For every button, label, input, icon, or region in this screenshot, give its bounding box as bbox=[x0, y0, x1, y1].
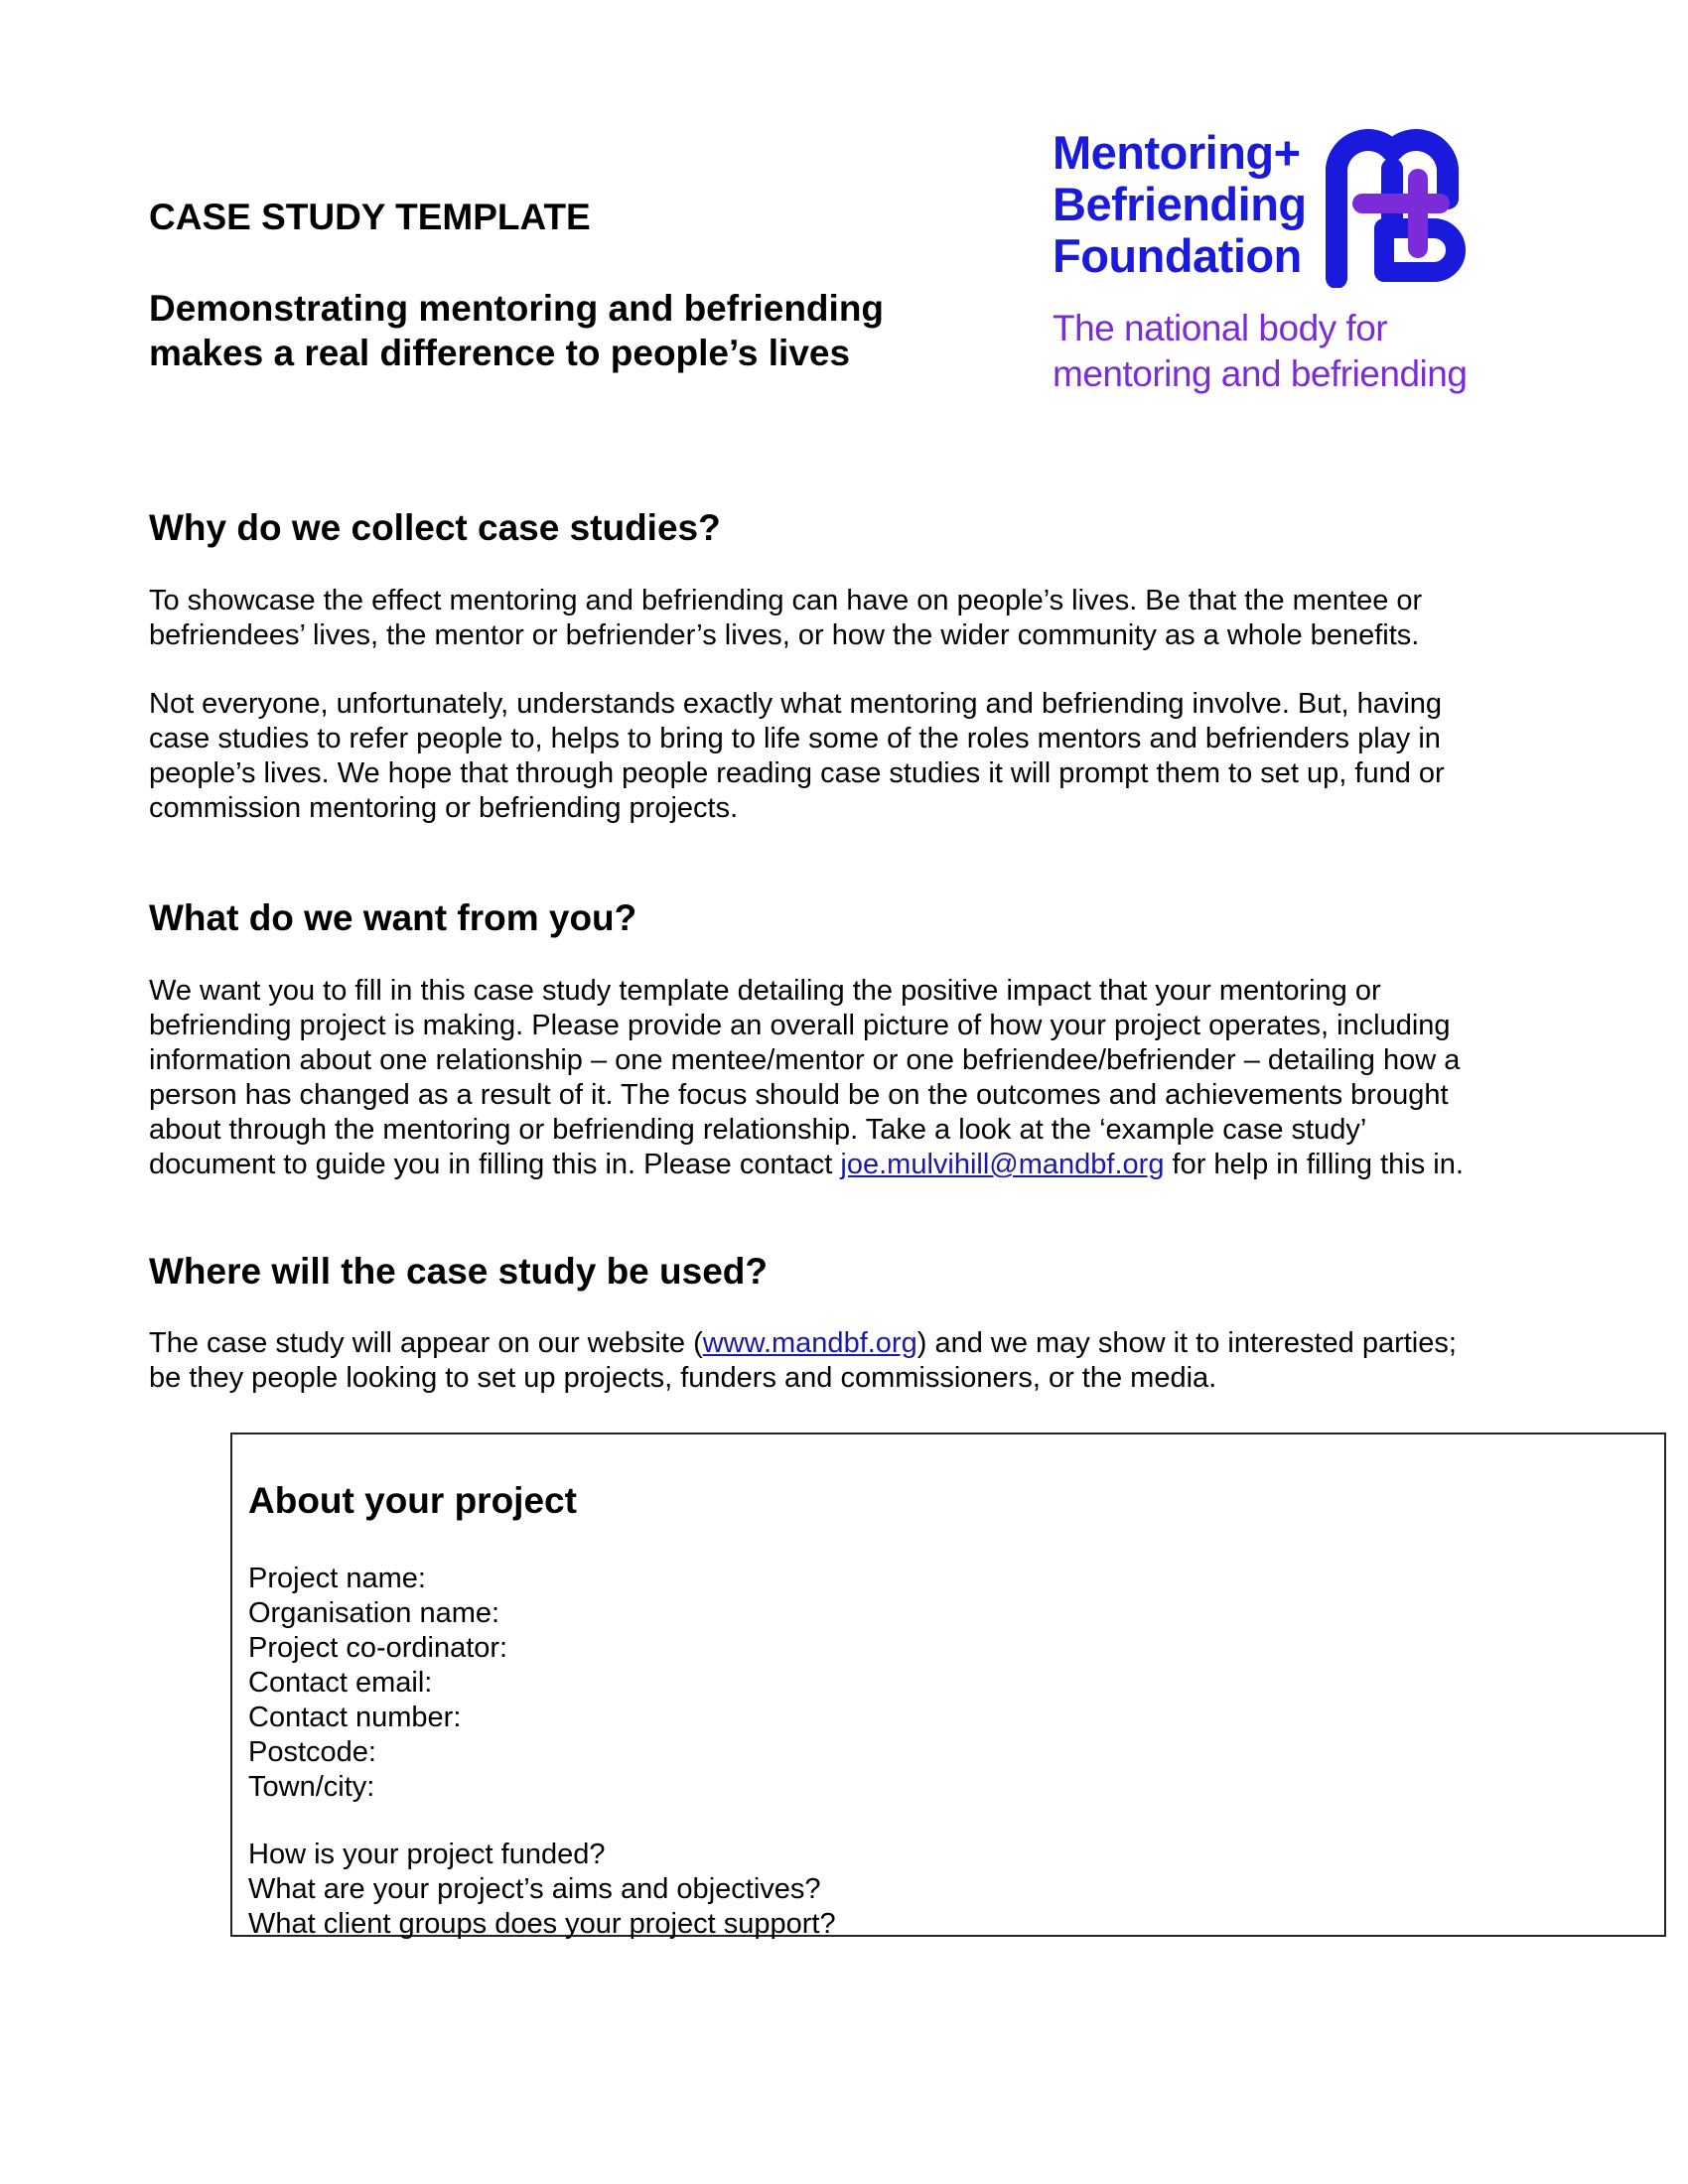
text-segment: document to guide you in filling this in. Please contact bbox=[149, 1149, 841, 1180]
text-line: be they people looking to set up projects, funders and commissioners, or the media. bbox=[149, 1362, 1217, 1394]
logo-tagline-line: mentoring and befriending bbox=[1053, 353, 1468, 394]
contact-email-link[interactable]: joe.mulvihill@mandbf.org bbox=[840, 1149, 1165, 1180]
text-segment: The case study will appear on our website ( bbox=[149, 1327, 703, 1359]
project-field-label: Contact email: bbox=[248, 1667, 433, 1699]
project-field-label: Project co-ordinator: bbox=[248, 1632, 508, 1664]
project-question: How is your project funded? bbox=[248, 1839, 606, 1870]
text-line bbox=[149, 1148, 1559, 1182]
section-heading-why: Why do we collect case studies? bbox=[149, 507, 721, 548]
text-line: befriendees’ lives, the mentor or befriender’s lives, or how the wider community as a whole benefits. bbox=[149, 619, 1420, 651]
text-line: Not everyone, unfortunately, understands exactly what mentoring and befriending involve. But, having bbox=[149, 688, 1443, 720]
text-line: commission mentoring or befriending projects. bbox=[149, 792, 739, 824]
page-title: CASE STUDY TEMPLATE bbox=[149, 197, 591, 237]
project-field-label: Organisation name: bbox=[248, 1597, 500, 1629]
page-subtitle bbox=[149, 286, 884, 375]
about-project-heading: About your project bbox=[248, 1480, 577, 1521]
text-line: about through the mentoring or befriending relationship. Take a look at the ‘example case study’ bbox=[149, 1114, 1367, 1146]
subtitle-line: Demonstrating mentoring and befriending bbox=[149, 288, 885, 329]
about-project-box bbox=[230, 1433, 1666, 1940]
project-field-label: Postcode: bbox=[248, 1736, 376, 1768]
paragraph-why-2 bbox=[149, 687, 1559, 826]
text-line bbox=[149, 1326, 1559, 1361]
logo-tagline-line: The national body for bbox=[1053, 308, 1388, 348]
text-segment: ) and we may show it to interested parties; bbox=[916, 1327, 1457, 1359]
project-field-label: Contact number: bbox=[248, 1702, 462, 1733]
mb-logo-icon bbox=[1323, 129, 1481, 288]
text-line: case studies to refer people to, helps to bring to life some of the roles mentors and befrienders play in bbox=[149, 723, 1441, 754]
project-question: What client groups does your project support? bbox=[248, 1908, 836, 1940]
logo-tagline bbox=[1053, 306, 1467, 397]
text-segment: for help in filling this in. bbox=[1164, 1149, 1464, 1180]
text-line: information about one relationship – one mentee/mentor or one befriendee/befriender – detailing how a bbox=[149, 1044, 1461, 1076]
paragraph-what bbox=[149, 974, 1559, 1182]
organisation-logo bbox=[1053, 127, 1509, 415]
logo-name-line: Foundation bbox=[1053, 229, 1302, 282]
paragraph-why-1 bbox=[149, 584, 1559, 653]
website-link[interactable]: www.mandbf.org bbox=[702, 1327, 917, 1359]
project-question-list bbox=[248, 1838, 836, 1942]
text-line: We want you to fill in this case study template detailing the positive impact that your mentoring or bbox=[149, 975, 1381, 1007]
project-question: What are your project’s aims and objectives? bbox=[248, 1873, 821, 1905]
text-line: people’s lives. We hope that through people reading case studies it will prompt them to set up, fund or bbox=[149, 757, 1445, 789]
project-field-list bbox=[248, 1562, 507, 1805]
subtitle-line: makes a real difference to people’s lives bbox=[149, 333, 851, 373]
logo-name-line: Befriending bbox=[1053, 178, 1307, 230]
project-field-label: Project name: bbox=[248, 1563, 426, 1594]
project-field-label: Town/city: bbox=[248, 1771, 375, 1803]
text-line: To showcase the effect mentoring and befriending can have on people’s lives. Be that the mentee or bbox=[149, 585, 1423, 616]
section-heading-where: Where will the case study be used? bbox=[149, 1251, 769, 1292]
paragraph-where bbox=[149, 1326, 1559, 1396]
text-line: person has changed as a result of it. The focus should be on the outcomes and achievements brought bbox=[149, 1079, 1449, 1111]
logo-wordmark bbox=[1053, 127, 1307, 282]
logo-name-line: Mentoring+ bbox=[1053, 126, 1301, 179]
text-line: befriending project is making. Please provide an overall picture of how your project operates, including bbox=[149, 1010, 1451, 1041]
section-heading-what: What do we want from you? bbox=[149, 897, 637, 938]
